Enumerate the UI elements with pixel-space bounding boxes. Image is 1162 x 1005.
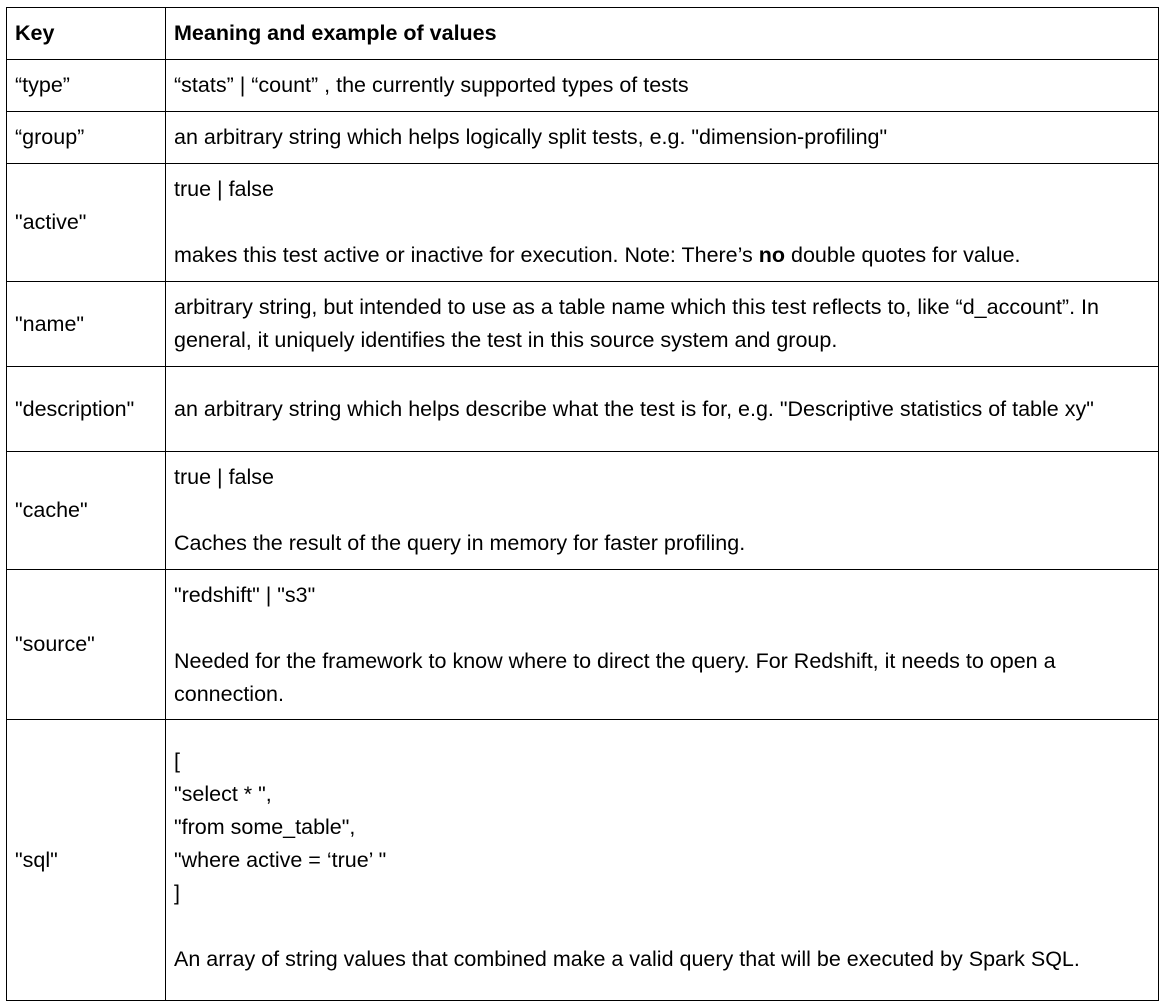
- table-row: [7, 570, 1159, 720]
- value-cell: an arbitrary string which helps logically split tests, e.g. "dimension-profiling": [166, 112, 1159, 164]
- value-cell: [166, 452, 1159, 570]
- key-cell: "cache": [7, 452, 166, 570]
- desc-before: makes this test active or inactive for execution. Note: There’s: [174, 243, 759, 267]
- value-description: Needed for the framework to know where to direct the query. For Redshift, it needs to open a connection.: [174, 648, 1062, 706]
- value-description: [174, 239, 1150, 272]
- table-row: [7, 60, 1159, 112]
- value-description: Caches the result of the query in memory for faster profiling.: [174, 531, 746, 555]
- value-cell: an arbitrary string which helps describe what the test is for, e.g. "Descriptive statistics of table xy": [166, 367, 1159, 452]
- value-cell: [166, 720, 1159, 1001]
- key-cell: "description": [7, 367, 166, 452]
- table-row: [7, 112, 1159, 164]
- value-cell: [166, 570, 1159, 720]
- desc-after: double quotes for value.: [785, 243, 1021, 267]
- header-key: Key: [7, 8, 166, 60]
- key-cell: "source": [7, 570, 166, 720]
- table-row: [7, 367, 1159, 452]
- sql-line: "from some_table",: [174, 814, 356, 839]
- value-cell: “stats” | “count” , the currently supported types of tests: [166, 60, 1159, 112]
- desc-bold: no: [758, 243, 786, 267]
- value-cell: [166, 164, 1159, 282]
- value-description: An array of string values that combined make a valid query that will be executed by Spark SQL.: [174, 946, 1080, 971]
- table-row: [7, 164, 1159, 282]
- sql-line: "select * ",: [174, 781, 272, 806]
- value-options: "redshift" | "s3": [174, 582, 316, 607]
- table-row: [7, 720, 1159, 1001]
- key-cell: “type”: [7, 60, 166, 112]
- value-options: true | false: [174, 177, 274, 201]
- keys-table: [6, 7, 1159, 1001]
- key-cell: “group”: [7, 112, 166, 164]
- sql-line: "where active = ‘true’ ": [174, 847, 387, 872]
- key-cell: "name": [7, 282, 166, 367]
- key-cell: "sql": [7, 720, 166, 1001]
- value-options: true | false: [174, 465, 274, 489]
- table-header-row: [7, 8, 1159, 60]
- sql-line: [: [174, 748, 180, 773]
- table-row: [7, 282, 1159, 367]
- table-row: [7, 452, 1159, 570]
- value-cell: arbitrary string, but intended to use as a table name which this test reflects to, like “d_account”. In general, it uniquely identifies the test in this source system and group.: [166, 282, 1159, 367]
- sql-line: ]: [174, 880, 180, 905]
- header-meaning: Meaning and example of values: [166, 8, 1159, 60]
- key-cell: "active": [7, 164, 166, 282]
